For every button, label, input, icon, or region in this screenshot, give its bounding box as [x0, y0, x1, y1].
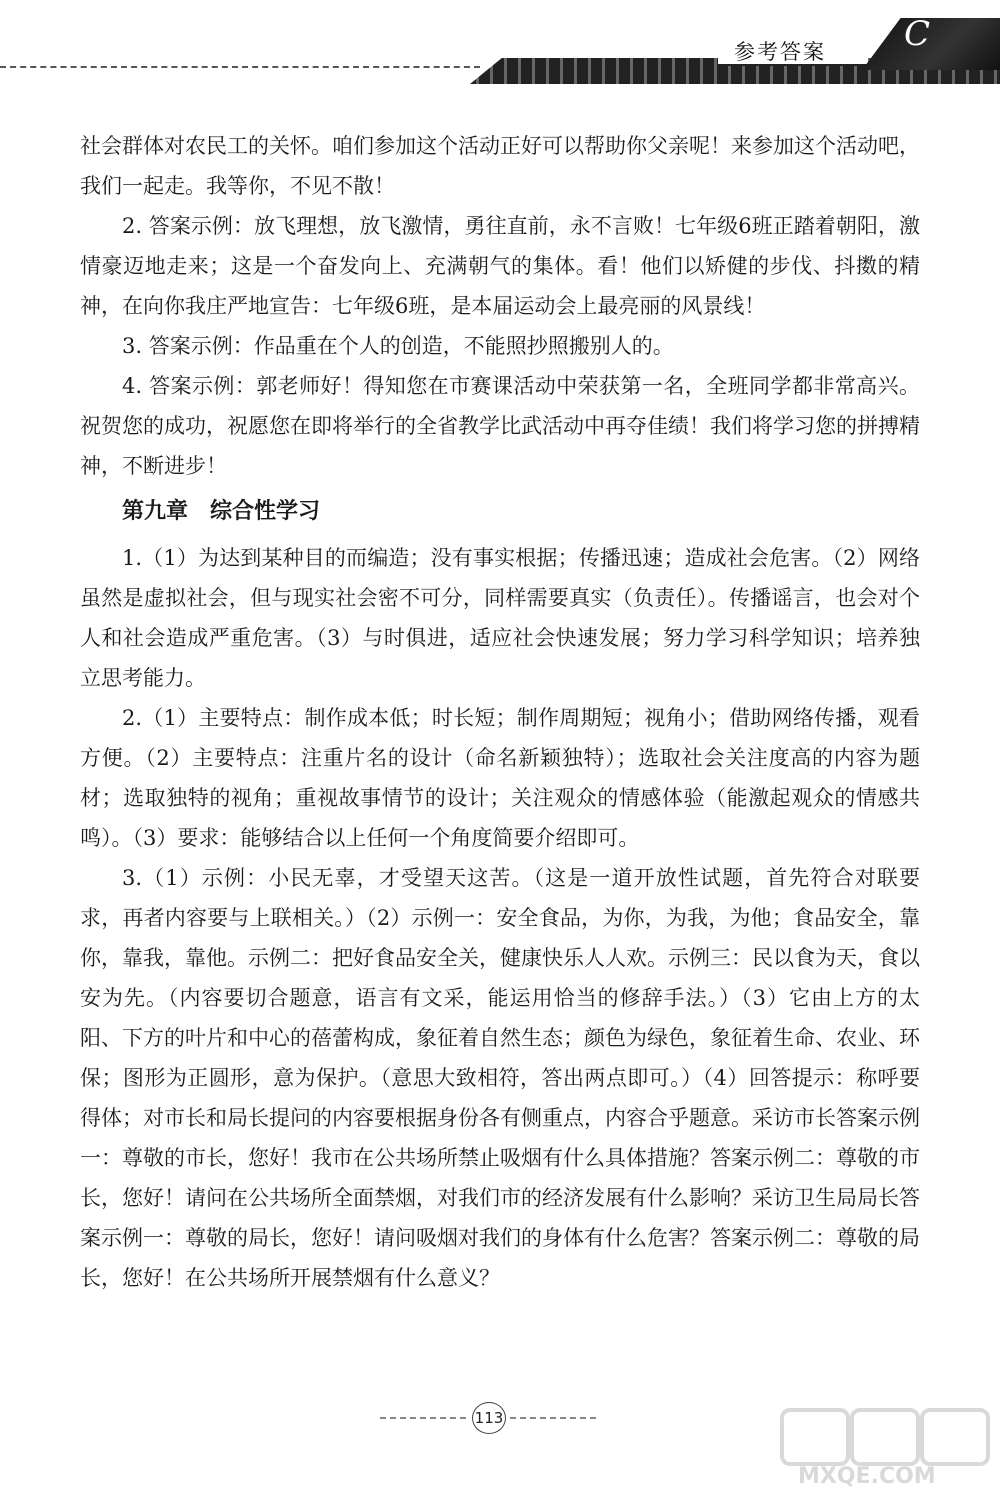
header-title: 参考答案	[734, 40, 826, 64]
answer-paragraph: 3.（1）示例：小民无辜，才受望天这苦。（这是一道开放性试题，首先符合对联要求，再者内容要与上联相关。）（2）示例一：安全食品，为你，为我，为他；食品安全，靠你，靠我，靠他。示例二：把好食品安全关，健康快乐人人欢。示例三：民以食为天，食以安为先。（内容要切合题意，语言有文采，能运用恰当的修辞手法。）（3）它由上方的太阳、下方的叶片和中心的蓓蕾构成，象征着自然生态；颜色为绿色，象征着生命、农业、环保；图形为正圆形，意为保护。（意思大致相符，答出两点即可。）（4）回答提示：称呼要得体；对市长和局长提问的内容要根据身份各有侧重点，内容合乎题意。采访市长答案示例一：尊敬的市长，您好！我市在公共场所禁止吸烟有什么具体措施？答案示例二：尊敬的市长，您好！请问在公共场所全面禁烟，对我们市的经济发展有什么影响？采访卫生局局长答案示例一：尊敬的局长，您好！请问吸烟对我们的身体有什么危害？答案示例二：尊敬的局长，您好！在公共场所开展禁烟有什么意义？	[80, 866, 920, 1290]
page-footer	[380, 1400, 620, 1436]
watermark-stamp-icon	[780, 1408, 850, 1466]
footer-dash-right	[510, 1417, 596, 1419]
answer-paragraph: 4. 答案示例：郭老师好！得知您在市赛课活动中荣获第一名，全班同学都非常高兴。祝贺您的成功，祝愿您在即将举行的全省教学比武活动中再夺佳绩！我们将学习您的拼搏精神，不断进步！	[80, 374, 920, 478]
watermark-text: MXQE.COM	[798, 1464, 936, 1489]
section-heading: 第九章 综合性学习	[122, 499, 321, 524]
header-dashed-rule	[0, 66, 480, 68]
watermark	[780, 1408, 990, 1488]
page-header	[0, 0, 1000, 110]
answer-paragraph: 社会群体对农民工的关怀。咱们参加这个活动正好可以帮助你父亲呢！来参加这个活动吧，我们一起走。我等你，不见不散！	[80, 134, 920, 198]
answer-paragraph: 2. 答案示例：放飞理想，放飞激情，勇往直前，永不言败！七年级6班正踏着朝阳，激情豪迈地走来；这是一个奋发向上、充满朝气的集体。看！他们以矫健的步伐、抖擞的精神，在向你我庄严地宣告：七年级6班，是本届运动会上最亮丽的风景线！	[80, 214, 920, 318]
answer-paragraph: 3. 答案示例：作品重在个人的创造，不能照抄照搬别人的。	[122, 334, 674, 358]
footer-dash-left	[380, 1417, 466, 1419]
watermark-stamp-icon	[850, 1408, 920, 1466]
watermark-stamp-icon	[920, 1408, 990, 1466]
header-logo	[862, 18, 1000, 70]
answer-content	[80, 126, 920, 1298]
answer-paragraph: 1.（1）为达到某种目的而编造；没有事实根据；传播迅速；造成社会危害。（2）网络虽然是虚拟社会，但与现实社会密不可分，同样需要真实（负责任）。传播谣言，也会对个人和社会造成严重危害。（3）与时俱进，适应社会快速发展；努力学习科学知识；培养独立思考能力。	[80, 546, 920, 690]
answer-paragraph: 2.（1）主要特点：制作成本低；时长短；制作周期短；视角小；借助网络传播，观看方便。（2）主要特点：注重片名的设计（命名新颖独特）；选取社会关注度高的内容为题材；选取独特的视角；重视故事情节的设计；关注观众的情感体验（能激起观众的情感共鸣）。（3）要求：能够结合以上任何一个角度简要介绍即可。	[80, 706, 920, 850]
header-logo-glyph: C	[904, 14, 931, 54]
page-number: 113	[472, 1402, 506, 1434]
